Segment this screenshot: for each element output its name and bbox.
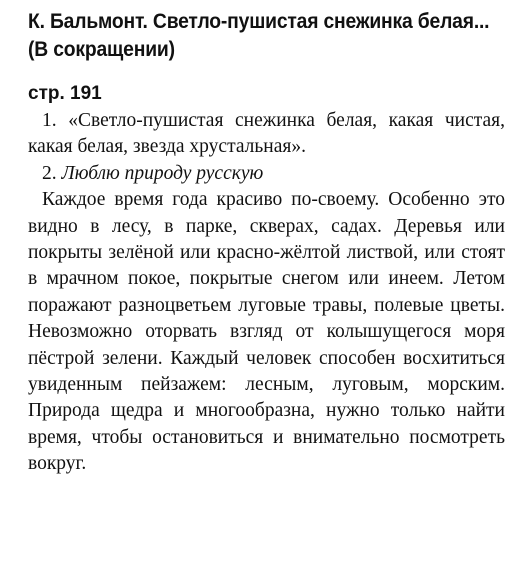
item-2-heading: Люблю природу русскую [61,162,264,184]
item-1-text: «Светло-пушистая снежинка белая, какая чистая, какая белая, звезда хрустальная». [28,110,506,158]
essay-paragraph: Каждое время года красиво по-своему. Особенно это видно в лесу, в парке, скверах, садах. Деревья или покрыты зелёной или красно-жёлтой листвой, или стоят в мрачном покое, покрытые снегом или инеем. Летом поражают разноцветьем луговые травы, полевые цветы. Невозможно оторвать взгляд от колышущегося моря пёстрой зелени. Каждый человек способен восхититься увиденным пейзажем: лесным, луговым, морским. Природа щедра и многообразна, нужно только найти время, чтобы остановиться и внимательно посмотреть вокруг. [28,189,505,475]
page-reference: стр. 191 [28,83,102,104]
answer-item-2 [28,161,505,187]
answer-item-1 [28,108,505,161]
document-title: К. Бальмонт. Светло-пушистая снежинка белая... (В сокращении) [28,10,490,61]
item-1-number: 1. [42,110,57,131]
item-2-number: 2. [42,162,57,184]
